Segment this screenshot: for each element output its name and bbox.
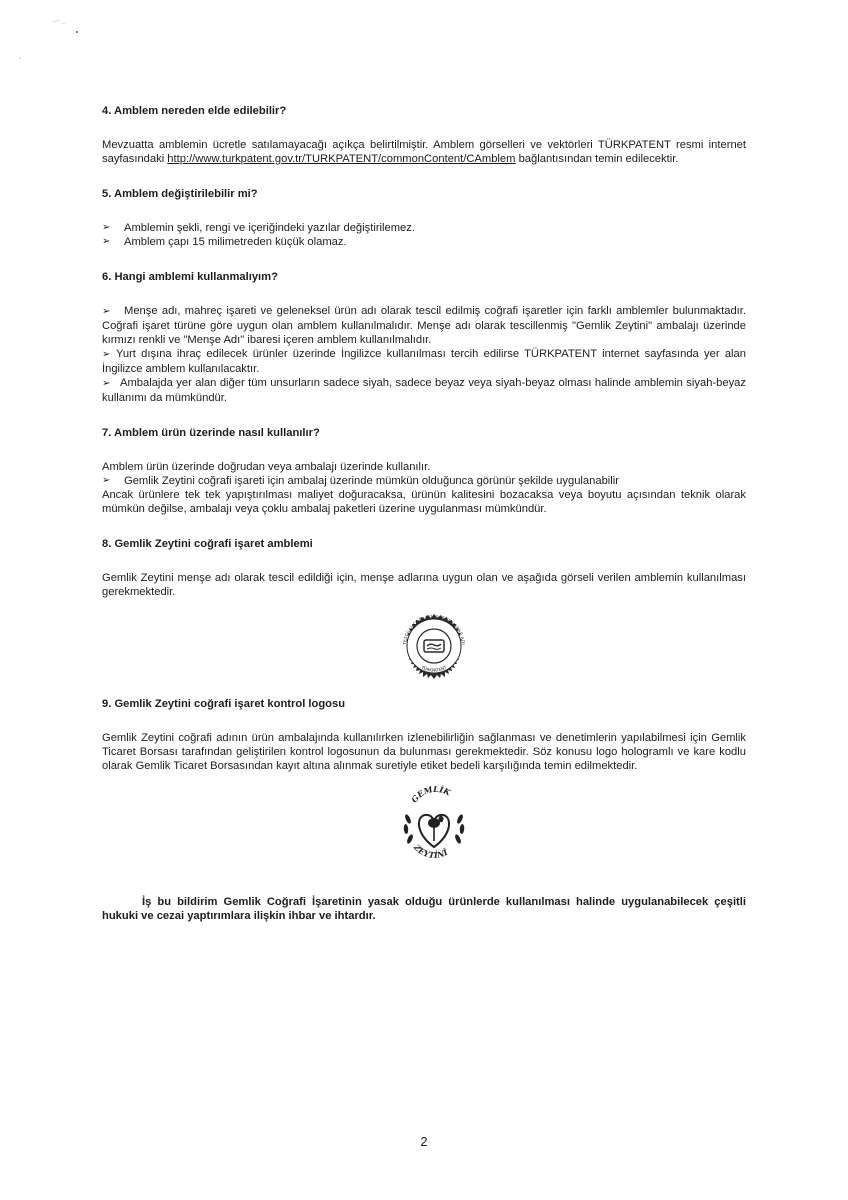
paragraph-text: Ancak ürünlere tek tek yapıştırılması maliyet doğuracaksa, ürünün kalitesini bozacaksa veya boyutu açısından teknik olarak mümkün değilse, ambalajı veya çoklu ambalaj paketleri üzerine uygulanması mümkündür. <box>102 489 746 515</box>
section-title: 7. Amblem ürün üzerinde nasıl kullanılır? <box>102 427 320 439</box>
scan-specks <box>0 0 120 80</box>
right-arrowhead-icon: ➢ <box>102 475 111 486</box>
svg-text:GEMLİK <box>409 784 453 805</box>
bullet-item <box>102 376 746 405</box>
control-logo-container <box>122 779 746 869</box>
geographical-indication-emblem-icon <box>393 605 475 687</box>
section-body <box>102 460 746 516</box>
right-arrowhead-icon: ➢ <box>102 222 111 233</box>
section-7 <box>102 426 746 516</box>
emblem-ring-text: TESCİLLİ COĞRAFİ İŞARET MENŞE ADI <box>401 613 466 646</box>
turkpatent-link[interactable]: http://www.turkpatent.gov.tr/TURKPATENT/commonContent/CAmblem <box>167 153 516 165</box>
bullet-list <box>102 304 746 405</box>
bullet-item <box>102 304 746 347</box>
section-8 <box>102 537 746 687</box>
bullet-text: Menşe adı, mahreç işareti ve geleneksel ürün adı olarak tescil edilmiş coğrafi işaretler için farklı amblemler bulunmaktadır. Coğrafi işaret türüne göre uygun olan amblem kullanılmalıdır. Menşe adı olarak tescillenmiş "Gemlik Zeytini" ambalajı üzerinde kırmızı renkli ve "Menşe Adı" ibaresi içeren amblem kullanılmalıdır. <box>102 305 746 346</box>
logo-top-text: GEMLİK <box>408 783 453 805</box>
section-title: 6. Hangi amblemi kullanmalıyım? <box>102 271 278 283</box>
section-5 <box>102 187 746 249</box>
right-arrowhead-icon: ➢ <box>102 378 111 389</box>
right-arrowhead-icon: ➢ <box>102 236 111 247</box>
right-arrowhead-icon: ➢ <box>102 306 111 317</box>
section-title: 8. Gemlik Zeytini coğrafi işaret amblemi <box>102 538 313 550</box>
gemlik-zeytini-control-logo-icon <box>392 779 476 869</box>
section-9 <box>102 697 746 869</box>
section-title: 5. Amblem değiştirilebilir mi? <box>102 188 258 200</box>
page-number: 2 <box>420 1134 428 1149</box>
section-title: 4. Amblem nereden elde edilebilir? <box>102 105 287 117</box>
section-title: 9. Gemlik Zeytini coğrafi işaret kontrol logosu <box>102 698 346 710</box>
section-paragraph: Gemlik Zeytini menşe adı olarak tescil edildiği için, menşe adlarına uygun olan ve aşağıda görseli verilen amblemin kullanılması gerekmektedir. <box>102 572 746 598</box>
bullet-text: Amblem çapı 15 milimetreden küçük olamaz. <box>124 236 347 248</box>
bullet-text: Ambalajda yer alan diğer tüm unsurların sadece siyah, sadece beyaz veya siyah-beyaz olması halinde amblemin siyah-beyaz kullanımı da mümkündür. <box>102 377 746 404</box>
section-4 <box>102 104 746 166</box>
emblem-container <box>122 605 746 687</box>
bullet-text: Amblemin şekli, rengi ve içeriğindeki yazılar değiştirilemez. <box>124 222 415 234</box>
bullet-item <box>102 235 746 249</box>
right-arrowhead-icon: ➢ <box>102 349 111 360</box>
bullet-text: Gemlik Zeytini coğrafi işareti için ambalaj üzerinde mümkün olduğunca görünür şekilde uygulanabilir <box>124 475 619 487</box>
emblem-bottom-text: TÜRKPATENT <box>420 664 448 673</box>
bullet-item <box>102 347 746 376</box>
section-6 <box>102 270 746 405</box>
bullet-item <box>102 221 746 235</box>
bullet-list <box>102 221 746 249</box>
document-body <box>102 104 746 923</box>
section-paragraph: Gemlik Zeytini coğrafi adının ürün ambalajında kullanılırken izlenebilirliğin sağlanması ve denetimlerin yapılabilmesi için Gemlik Ticaret Borsası tarafından geliştirilen kontrol logosunun da bulunması gerekmektedir. Söz konusu logo hologramlı ve kare kodlu olarak Gemlik Ticaret Borsasından kayıt altına alınmak suretiyle etiket bedeli karşılığında temin edilmektedir. <box>102 732 746 772</box>
logo-bottom-text: ZEYTİNİ <box>412 842 450 861</box>
paragraph-text: Mevzuatta amblemin ücretle satılamayacağı açıkça belirtilmiştir. Amblem görselleri ve vektörleri TÜRKPATENT resmi internet sayfasındaki <box>102 139 746 165</box>
legal-notice: İş bu bildirim Gemlik Coğrafi İşaretinin yasak olduğu ürünlerde kullanılması halinde uygulanabilecek çeşitli hukuki ve cezai yaptırımlara ilişkin ihbar ve ihtardır. <box>102 896 746 922</box>
paragraph-text: Amblem ürün üzerinde doğrudan veya ambalajı üzerinde kullanılır. <box>102 461 431 473</box>
section-paragraph <box>102 138 746 166</box>
paragraph-text: bağlantısından temin edilecektir. <box>515 153 679 165</box>
bullet-item <box>102 474 746 488</box>
bullet-text: Yurt dışına ihraç edilecek ürünler üzerinde İngilizce kullanılması tercih edilirse TÜRKPATENT internet sayfasında yer alan İngilizce amblem kullanılacaktır. <box>102 348 746 375</box>
